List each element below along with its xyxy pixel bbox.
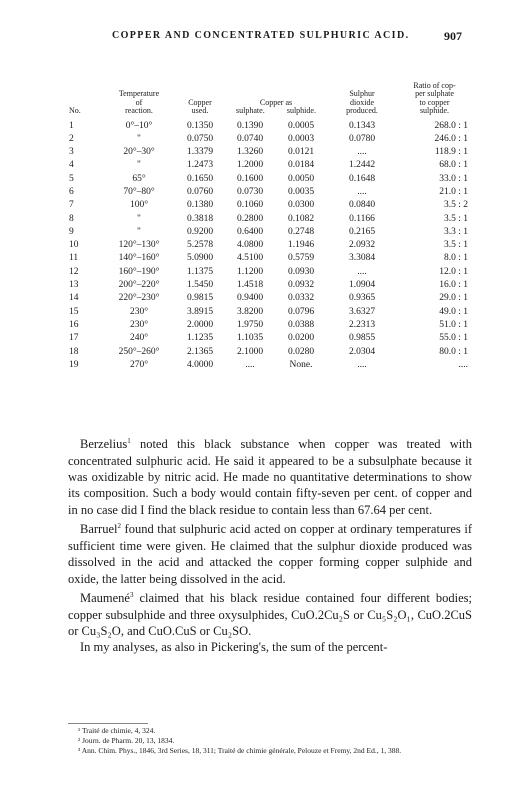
cell-sulphate: 4.0800 xyxy=(236,240,264,251)
cell-sulphide: 0.0200 xyxy=(287,333,315,344)
cell-temperature: 120°–130° xyxy=(118,240,160,251)
cell-sulphate: 0.1390 xyxy=(236,120,264,131)
cell-sulphur-dioxide: 0.9855 xyxy=(348,333,376,344)
header-sulphide: sulphide. xyxy=(286,106,316,115)
cell-sulphide: 0.0300 xyxy=(287,200,315,211)
cell-sulphate: 1.4518 xyxy=(236,280,264,291)
cell-ratio: 80.0 : 1 xyxy=(439,346,468,357)
cell-sulphur-dioxide: 0.2165 xyxy=(348,226,376,237)
results-table xyxy=(69,80,472,372)
cell-sulphate: 3.8200 xyxy=(236,306,264,317)
cell-temperature: 270° xyxy=(129,359,149,370)
cell-copper-used: 0.1380 xyxy=(186,200,214,211)
cell-sulphate: 0.0740 xyxy=(236,133,264,144)
cell-ratio: 268.0 : 1 xyxy=(434,120,468,131)
cell-sulphate: 1.1200 xyxy=(236,266,264,277)
cell-sulphide: 0.0050 xyxy=(287,173,315,184)
header-sulphate: sulphate. xyxy=(236,106,265,115)
cell-temperature: " xyxy=(137,226,141,237)
table-row xyxy=(69,266,472,279)
cell-sulphur-dioxide: .... xyxy=(357,359,367,370)
cell-no: 6 xyxy=(69,186,74,197)
footnote-1: ¹ Traité de chimie, 4, 324. xyxy=(78,726,156,735)
cell-copper-used: 1.1235 xyxy=(186,333,214,344)
cell-sulphide: 0.0005 xyxy=(287,120,315,131)
footnote-3: ³ Ann. Chim. Phys., 1846, 3rd Series, 18, 311; Traité de chimie générale, Pelouze et Fremy, 2nd Ed., 1, 388. xyxy=(78,746,402,755)
cell-sulphur-dioxide: 0.9365 xyxy=(348,293,376,304)
cell-sulphate: 1.1035 xyxy=(236,333,264,344)
cell-sulphate: 0.0730 xyxy=(236,186,264,197)
cell-temperature: 250°–260° xyxy=(118,346,160,357)
cell-ratio: 51.0 : 1 xyxy=(439,319,468,330)
cell-copper-used: 0.9815 xyxy=(186,293,214,304)
cell-sulphate: 0.1060 xyxy=(236,200,264,211)
cell-sulphide: 1.1946 xyxy=(287,240,315,251)
cell-copper-used: 1.3379 xyxy=(186,147,214,158)
header-ratio: per sulphate to copper sulphide. xyxy=(415,89,454,115)
paragraph-analyses: In my analyses, as also in Pickering's, the sum of the percent- xyxy=(80,640,388,655)
table-row xyxy=(69,159,472,172)
cell-copper-used: 4.0000 xyxy=(186,359,214,370)
cell-no: 1 xyxy=(69,120,74,131)
cell-sulphide: 0.0930 xyxy=(287,266,315,277)
footnote-ref: 2 xyxy=(117,522,121,531)
cell-sulphur-dioxide: .... xyxy=(357,147,367,158)
header-copper-as: Copper as sulphate. sulphide. xyxy=(236,97,316,115)
cell-sulphide: 0.0121 xyxy=(287,147,315,158)
cell-sulphate: 1.2000 xyxy=(236,160,264,171)
cell-sulphate: 0.9400 xyxy=(236,293,264,304)
cell-no: 18 xyxy=(69,346,79,357)
cell-sulphur-dioxide: .... xyxy=(357,266,367,277)
table-row xyxy=(69,239,472,252)
cell-sulphur-dioxide: 1.0904 xyxy=(348,280,376,291)
cell-ratio: 49.0 : 1 xyxy=(439,306,468,317)
cell-sulphur-dioxide: 2.2313 xyxy=(348,319,376,330)
cell-sulphate: 1.9750 xyxy=(236,319,264,330)
cell-ratio: 16.0 : 1 xyxy=(439,280,468,291)
cell-temperature: 100° xyxy=(129,200,149,211)
cell-temperature: 0°–10° xyxy=(125,120,153,131)
cell-temperature: 200°–220° xyxy=(118,280,160,291)
cell-temperature: 160°–190° xyxy=(118,266,160,277)
cell-copper-used: 1.5450 xyxy=(186,280,214,291)
cell-no: 19 xyxy=(69,359,79,370)
cell-temperature: " xyxy=(137,160,141,171)
cell-ratio: 12.0 : 1 xyxy=(439,266,468,277)
footnote-ref: 3 xyxy=(129,590,134,599)
cell-sulphide: 0.5759 xyxy=(287,253,315,264)
cell-sulphur-dioxide: 1.2442 xyxy=(348,160,376,171)
table-row xyxy=(69,359,472,372)
cell-no: 14 xyxy=(69,293,79,304)
footnote-rule xyxy=(68,723,148,724)
cell-no: 9 xyxy=(69,226,74,237)
cell-no: 12 xyxy=(69,266,79,277)
cell-ratio: 21.0 : 1 xyxy=(439,186,468,197)
cell-sulphide: 0.2748 xyxy=(287,226,315,237)
cell-sulphate: 4.5100 xyxy=(236,253,264,264)
footnote-ref: 1 xyxy=(127,437,131,445)
table-row xyxy=(69,133,472,146)
table-row xyxy=(69,173,472,186)
cell-sulphide: 0.0796 xyxy=(287,306,315,317)
cell-copper-used: 5.0900 xyxy=(186,253,214,264)
cell-temperature: " xyxy=(137,133,141,144)
table-row xyxy=(69,146,472,159)
cell-copper-used: 1.2473 xyxy=(186,160,214,171)
table-row xyxy=(69,186,472,199)
cell-temperature: 220°–230° xyxy=(118,293,160,304)
cell-sulphur-dioxide: 2.0304 xyxy=(348,346,376,357)
cell-no: 11 xyxy=(69,253,79,264)
cell-sulphur-dioxide: 0.1166 xyxy=(349,213,375,224)
table-row xyxy=(69,252,472,265)
paragraph-berzelius: Berzelius$^1$ noted this black substance when copper was treated with concentrated sulphuric acid. He said it appeared to be a subsulphate because it was oxidizable by nitric acid. He made no quantitative determinations to show its composition. Such a body would contain fifty-seven per cent. of copper and in no case did I find the black residue to contain less than 67.64 per cent. xyxy=(68,437,472,517)
cell-ratio: 33.0 : 1 xyxy=(439,173,468,184)
cell-ratio: 3.5 : 1 xyxy=(443,213,468,224)
cell-no: 8 xyxy=(69,213,74,224)
cell-ratio: .... xyxy=(458,359,468,370)
table-row xyxy=(69,319,472,332)
cell-copper-used: 0.1350 xyxy=(186,120,214,131)
header-sulphur-dioxide: Sulphur dioxide produced. xyxy=(346,89,378,115)
table-row xyxy=(69,213,472,226)
cell-sulphur-dioxide: 3.3084 xyxy=(348,253,376,264)
table-row xyxy=(69,118,472,133)
cell-no: 3 xyxy=(69,147,74,158)
cell-sulphate: 1.3260 xyxy=(236,147,264,158)
table-row xyxy=(69,346,472,359)
cell-no: 7 xyxy=(69,200,74,211)
cell-sulphide: 0.0388 xyxy=(287,319,315,330)
paragraph-maumene: Maumené$^3$ claimed that his black residue contained four different bodies; copper subsulphide and three oxysulphides, CuO.2Cu₂S or Cu₅S₂O₁, CuO.2CuS or Cu₃S₂O, and CuO.CuS or Cu₂SO. xyxy=(68,590,472,638)
running-title: COPPER AND CONCENTRATED SULPHURIC ACID. xyxy=(112,30,410,41)
cell-copper-used: 3.8915 xyxy=(186,306,214,317)
cell-copper-used: 5.2578 xyxy=(186,240,214,251)
paragraph-barruel: Barruel$^2$ found that sulphuric acid acted on copper at ordinary temperatures if sufficient time were given. He claimed that the sulphur dioxide produced was dissolved in the acid and attacked the copper forming copper sulphide and oxide, the latter being dissolved in the acid. xyxy=(68,522,472,586)
cell-sulphate: 2.1000 xyxy=(236,346,264,357)
cell-copper-used: 2.1365 xyxy=(186,346,214,357)
cell-sulphide: 0.0280 xyxy=(287,346,315,357)
body-text xyxy=(68,433,472,656)
cell-copper-used: 0.1650 xyxy=(186,173,214,184)
cell-sulphate: 0.2800 xyxy=(236,213,264,224)
cell-sulphur-dioxide: .... xyxy=(357,186,367,197)
cell-temperature: 230° xyxy=(129,319,149,330)
cell-sulphide: 0.0932 xyxy=(287,280,315,291)
header-temperature: Temperature of reaction. xyxy=(118,89,160,115)
cell-copper-used: 1.1375 xyxy=(186,266,214,277)
cell-sulphur-dioxide: 2.0932 xyxy=(348,240,376,251)
cell-ratio: 3.5 : 1 xyxy=(443,240,468,251)
table-row xyxy=(69,292,472,305)
cell-no: 5 xyxy=(69,173,74,184)
cell-sulphide: 0.0035 xyxy=(287,186,315,197)
table-row xyxy=(69,306,472,319)
page-number: 907 xyxy=(444,29,462,43)
cell-copper-used: 0.0760 xyxy=(186,186,214,197)
cell-ratio: 55.0 : 1 xyxy=(439,333,468,344)
cell-sulphide: 0.1082 xyxy=(287,213,315,224)
cell-sulphide: None. xyxy=(289,359,313,370)
page-header xyxy=(62,30,462,46)
cell-ratio: 118.9 : 1 xyxy=(434,147,468,158)
cell-copper-used: 2.0000 xyxy=(186,319,214,330)
footnote-2: ² Journ. de Pharm. 20, 13, 1834. xyxy=(78,736,175,745)
cell-ratio: 3.5 : 2 xyxy=(443,200,468,211)
cell-temperature: 140°–160° xyxy=(118,253,160,264)
header-copper-used: Copper used. xyxy=(188,97,212,115)
cell-temperature: 20°–30° xyxy=(123,147,155,158)
cell-sulphate: 0.6400 xyxy=(236,226,264,237)
cell-temperature: 65° xyxy=(132,173,146,184)
cell-sulphide: 0.0332 xyxy=(287,293,315,304)
cell-temperature: 230° xyxy=(129,306,149,317)
cell-sulphur-dioxide: 0.0840 xyxy=(348,200,376,211)
header-no: No. xyxy=(69,106,81,115)
cell-sulphate: 0.1600 xyxy=(236,173,264,184)
table-row xyxy=(69,226,472,239)
cell-copper-used: 0.0750 xyxy=(186,133,214,144)
footnotes xyxy=(68,723,472,756)
table-row xyxy=(69,332,472,345)
cell-temperature: 240° xyxy=(129,333,149,344)
table-row xyxy=(69,199,472,212)
cell-ratio: 8.0 : 1 xyxy=(443,253,468,264)
cell-temperature: 70°–80° xyxy=(123,186,155,197)
cell-no: 2 xyxy=(69,133,74,144)
cell-sulphide: 0.0184 xyxy=(287,160,315,171)
cell-ratio: 246.0 : 1 xyxy=(434,133,468,144)
table-row xyxy=(69,279,472,292)
cell-no: 13 xyxy=(69,280,79,291)
cell-ratio: 3.3 : 1 xyxy=(443,226,468,237)
cell-sulphur-dioxide: 0.1343 xyxy=(348,120,376,131)
cell-sulphur-dioxide: 0.0780 xyxy=(348,133,376,144)
cell-sulphate: .... xyxy=(245,359,255,370)
cell-no: 15 xyxy=(69,306,79,317)
cell-no: 10 xyxy=(69,240,79,251)
cell-ratio: 68.0 : 1 xyxy=(439,160,468,171)
cell-no: 17 xyxy=(69,333,79,344)
cell-no: 4 xyxy=(69,160,74,171)
cell-sulphur-dioxide: 3.6327 xyxy=(348,306,376,317)
cell-copper-used: 0.9200 xyxy=(186,226,214,237)
table-body xyxy=(69,118,472,373)
header-ratio-line1: Ratio of cop- xyxy=(413,80,456,90)
cell-no: 16 xyxy=(69,319,79,330)
cell-temperature: " xyxy=(137,213,141,224)
cell-ratio: 29.0 : 1 xyxy=(439,293,468,304)
cell-copper-used: 0.3818 xyxy=(186,213,214,224)
cell-sulphide: 0.0003 xyxy=(287,133,315,144)
cell-sulphur-dioxide: 0.1648 xyxy=(348,173,376,184)
